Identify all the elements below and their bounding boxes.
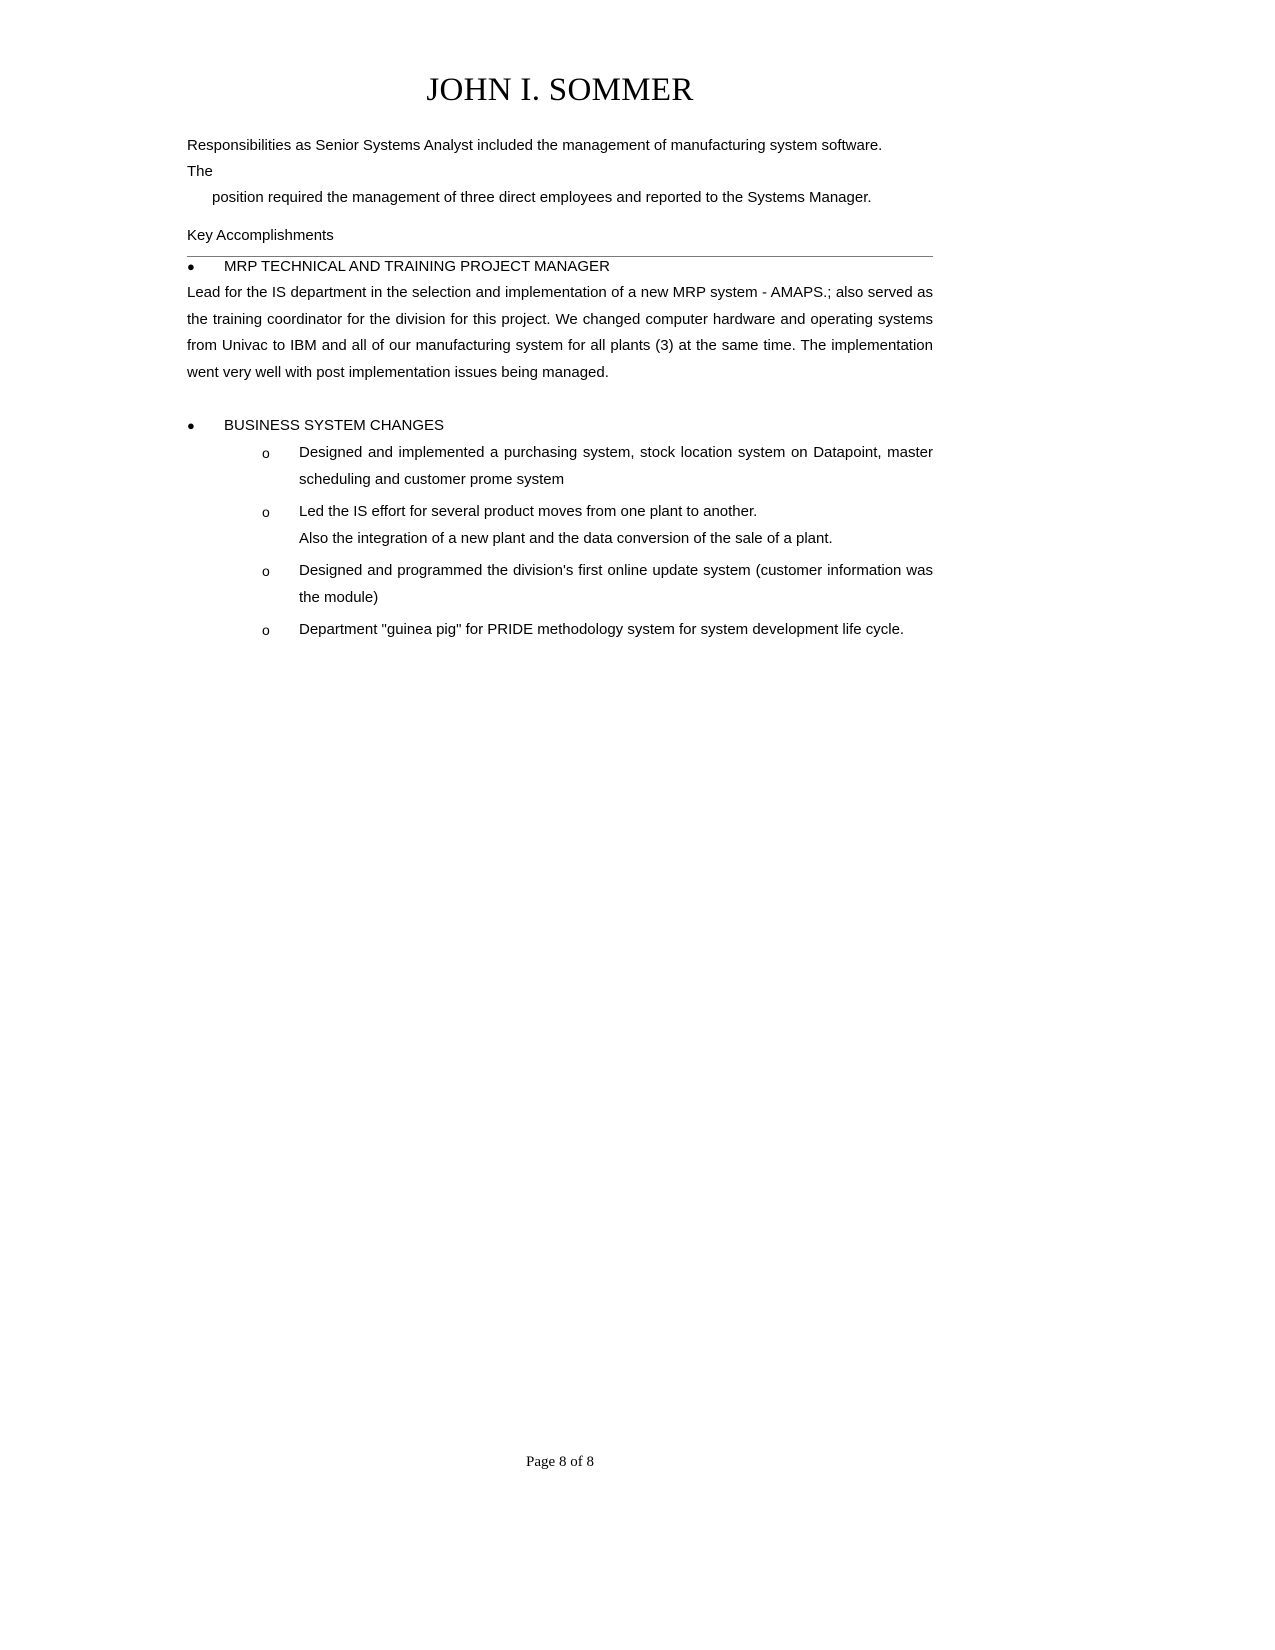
intro-line-1: Responsibilities as Senior Systems Analyst included the management of manufacturing system software. The <box>187 137 883 180</box>
circle-bullet-icon: o <box>262 622 270 638</box>
list-item-text-continued: Also the integration of a new plant and the data conversion of the sale of a plant. <box>299 529 833 547</box>
bullet-dot-icon: ● <box>187 259 195 274</box>
circle-bullet-icon: o <box>262 504 270 520</box>
list-item-text: Designed and programmed the division's first online update system (customer information was the module) <box>299 562 933 606</box>
page-number: Page 8 of 8 <box>526 1454 594 1470</box>
list-item <box>187 617 933 644</box>
bullet-paragraph-mrp: Lead for the IS department in the selection and implementation of a new MRP system - AMAPS.; also served as the training coordinator for the division for this project. We changed computer hardware and operating systems from Univac to IBM and all of our manufacturing system for all plants (3) at the same time. The implementation went very well with post implementation issues being managed. <box>187 284 933 381</box>
bullet-title: BUSINESS SYSTEM CHANGES <box>224 417 445 434</box>
list-item <box>187 440 933 493</box>
list-item-text: Designed and implemented a purchasing system, stock location system on Datapoint, master scheduling and customer prome system <box>299 444 933 488</box>
circle-bullet-icon: o <box>262 563 270 579</box>
intro-paragraph <box>187 133 907 211</box>
page-header-name: JOHN I. SOMMER <box>426 72 694 108</box>
bullet-title: MRP TECHNICAL AND TRAINING PROJECT MANAGER <box>224 258 610 275</box>
list-item <box>187 499 933 552</box>
bullet-dot-icon: ● <box>187 418 195 433</box>
circle-bullet-icon: o <box>262 445 270 461</box>
list-item-text: Department "guinea pig" for PRIDE methodology system for system development life cycle. <box>299 621 905 638</box>
list-item-text: Led the IS effort for several product moves from one plant to another. <box>299 503 758 520</box>
intro-line-2: position required the management of three direct employees and reported to the Systems Manager. <box>212 189 872 206</box>
list-item <box>187 558 933 611</box>
business-subitems-list <box>187 440 933 650</box>
section-heading: Key Accomplishments <box>187 227 334 244</box>
